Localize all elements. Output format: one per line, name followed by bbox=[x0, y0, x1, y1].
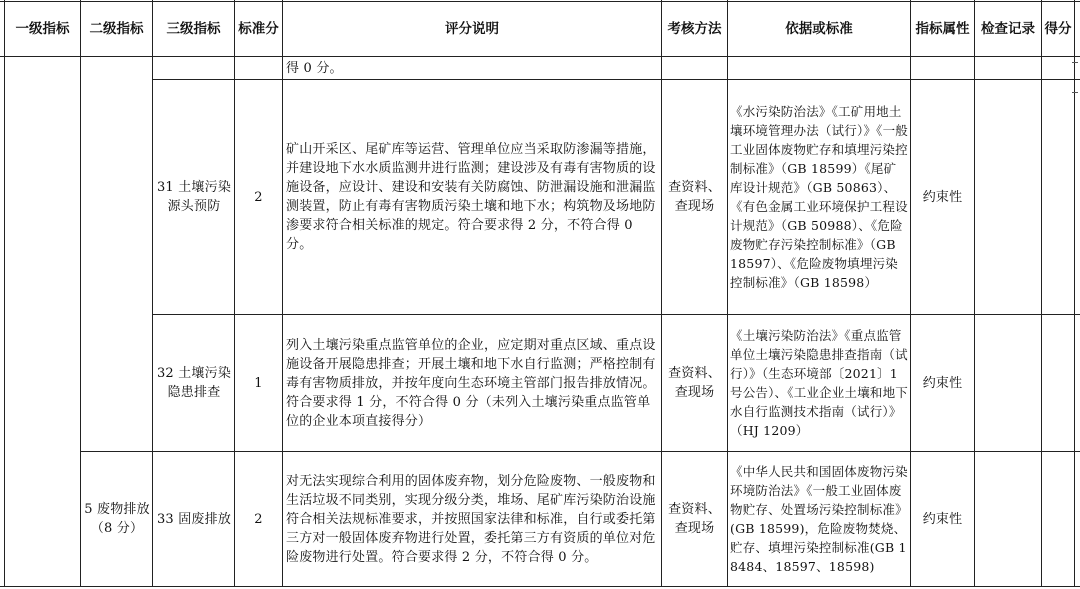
header-got: 得分 bbox=[1044, 21, 1072, 37]
header-level2: 二级指标 bbox=[89, 21, 144, 37]
row32-score: 1 bbox=[254, 375, 263, 391]
col-line bbox=[282, 0, 283, 587]
row32-basis: 《土壤污染防治法》《重点监管单位土壤污染隐患排查指南（试行）》（生态环境部〔2021〕1 号公告）、《工业企业土壤和地下水自行监测技术指南（试行）》（HJ 1209） bbox=[730, 328, 908, 438]
row33-basis: 《中华人民共和国固体废物污染环境防治法》《一般工业固体废物贮存、处置场污染控制标准》(GB 18599)，危险废物焚烧、贮存、填埋污染控制标准(GB 18484、18597、18598) bbox=[730, 464, 908, 574]
row33-level3: 33 固废排放 bbox=[156, 511, 232, 527]
row31-basis: 《水污染防治法》《工矿用地土壤环境管理办法（试行）》《一般工业固体废物贮存和填埋污染控制标准》（GB 18599）《尾矿库设计规范》（GB 50863）、《有色金属工业环境保护工程设计规范》（GB 50988）、《危险废物贮存污染控制标准》（GB 18597）、《危险废物填埋污染控制标准》（GB 18598） bbox=[730, 104, 908, 290]
margin-mark bbox=[1072, 62, 1078, 63]
row33-description: 对无法实现综合利用的固体废弃物，划分危险废物、一般废物和生活垃圾不同类别，实现分级分类，堆场、尾矿库污染防治设施符合相关法规标准要求，并按照国家法律和标准，自行或委托第三方对一般固体废弃物进行处置，委托第三方有资质的单位对危险废物进行处置。符合要求得 2 分，不符合得 0 分。 bbox=[286, 473, 656, 565]
col-line bbox=[1041, 0, 1042, 587]
header-level3: 三级指标 bbox=[166, 21, 221, 37]
margin-mark bbox=[1072, 92, 1078, 93]
col-line bbox=[80, 0, 81, 587]
row31-level3: 31 土壤污染源头预防 bbox=[156, 180, 232, 214]
row32-method: 查资料、查现场 bbox=[668, 366, 721, 400]
header-method: 考核方法 bbox=[667, 21, 722, 37]
row33-attribute: 约束性 bbox=[922, 511, 963, 527]
row33-level2: 5 废物排放（8 分） bbox=[84, 502, 150, 536]
row31-attribute: 约束性 bbox=[922, 189, 963, 205]
row31-method: 查资料、查现场 bbox=[668, 180, 721, 214]
row31-description: 矿山开采区、尾矿库等运营、管理单位应当采取防渗漏等措施，并建设地下水水质监测井进行监测；建设涉及有毒有害物质的设施设备，应设计、建设和安装有关防腐蚀、防泄漏设施和泄漏监测装置，防止有毒有害物质污染土壤和地下水；构筑物及场地防渗要求符合相关标准的规定。符合要求得 2 分，不符合得 0 分。 bbox=[286, 142, 656, 252]
table-border-bottom bbox=[0, 586, 1080, 587]
col-line bbox=[1074, 0, 1075, 587]
header-score: 标准分 bbox=[238, 21, 279, 37]
row32-level3: 32 土壤污染隐患排查 bbox=[156, 366, 232, 400]
col-line bbox=[152, 0, 153, 587]
row32-attribute: 约束性 bbox=[922, 375, 963, 391]
col-line bbox=[4, 0, 5, 587]
col-line bbox=[727, 0, 728, 587]
row33-score: 2 bbox=[254, 511, 263, 527]
row32-description: 列入土壤污染重点监管单位的企业，应定期对重点区域、重点设施设备开展隐患排查；开展土壤和地下水自行监测；严格控制有毒有害物质排放，并按年度向生态环境主管部门报告排放情况。符合要求得 1 分，不符合得 0 分（未列入土壤污染重点监管单位的企业本项直接得分） bbox=[286, 337, 656, 429]
header-description: 评分说明 bbox=[445, 21, 499, 37]
header-level1: 一级指标 bbox=[15, 21, 70, 37]
carryover-description: 得 0 分。 bbox=[286, 60, 343, 76]
header-basis: 依据或标准 bbox=[785, 21, 853, 37]
col-line bbox=[974, 0, 975, 587]
row33-method: 查资料、查现场 bbox=[668, 502, 721, 536]
header-record: 检查记录 bbox=[981, 21, 1035, 37]
col-line bbox=[661, 0, 662, 587]
row31-score: 2 bbox=[254, 189, 263, 205]
header-attribute: 指标属性 bbox=[915, 21, 970, 37]
